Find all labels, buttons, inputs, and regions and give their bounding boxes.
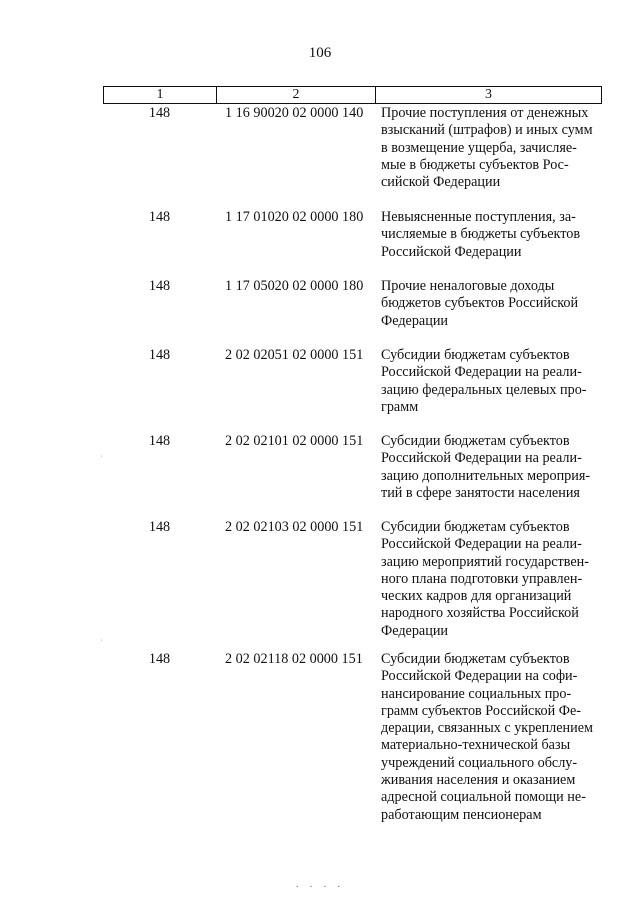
scan-artifact: ·: [100, 636, 103, 645]
scan-artifact: · · · ·: [295, 882, 345, 893]
header-col-3: 3: [485, 87, 492, 102]
table-header: [103, 86, 602, 104]
budget-code: 1 17 01020 02 0000 180: [225, 209, 364, 225]
chapter-code: 148: [148, 278, 171, 294]
budget-code: 1 17 05020 02 0000 180: [225, 278, 364, 294]
scan-artifact: ·: [100, 452, 103, 461]
revenue-name: Невыясненные поступления, за- числяемые в бюджеты субъектов Российской Федерации: [381, 209, 581, 260]
revenue-name: Субсидии бюджетам субъектов Российской Федерации на реали- зацию мероприятий государствен- ного плана подготовки управлен- ческих кадров для организаций народного хозяйства Российской Федерации: [381, 519, 589, 639]
revenue-name: Прочие поступления от денежных взысканий (штрафов) и иных сумм в возмещение ущерба, зачисляе- мые в бюджеты субъектов Рос- сийской Федерации: [381, 105, 593, 191]
revenue-name: Субсидии бюджетам субъектов Российской Федерации на софи- нансирование социальных про- грамм субъектов Российской Фе- дерации, связанных с укреплением материально-технической базы учреждений социального обслу- живания населения и оказанием адресной социальной помощи не- работающим пенсионерам: [381, 651, 594, 823]
budget-code: 2 02 02118 02 0000 151: [225, 651, 363, 667]
budget-code: 2 02 02103 02 0000 151: [225, 519, 364, 535]
chapter-code: 148: [148, 433, 171, 449]
budget-code: 2 02 02101 02 0000 151: [225, 433, 364, 449]
header-col-2: 2: [217, 87, 376, 103]
revenue-name: Субсидии бюджетам субъектов Российской Федерации на реали- зацию федеральных целевых про- грамм: [381, 347, 587, 415]
chapter-code: 148: [148, 651, 171, 667]
chapter-code: 148: [148, 209, 171, 225]
budget-code: 2 02 02051 02 0000 151: [225, 347, 364, 363]
page-number: 106: [308, 45, 332, 61]
chapter-code: 148: [148, 105, 171, 121]
revenue-name: Прочие неналоговые доходы бюджетов субъектов Российской Федерации: [381, 278, 579, 329]
header-col-1: 1: [104, 87, 217, 103]
chapter-code: 148: [148, 519, 171, 535]
revenue-name: Субсидии бюджетам субъектов Российской Федерации на реали- зацию дополнительных мероприя- тий в сфере занятости населения: [381, 433, 591, 501]
budget-code: 1 16 90020 02 0000 140: [225, 105, 364, 121]
chapter-code: 148: [148, 347, 171, 363]
